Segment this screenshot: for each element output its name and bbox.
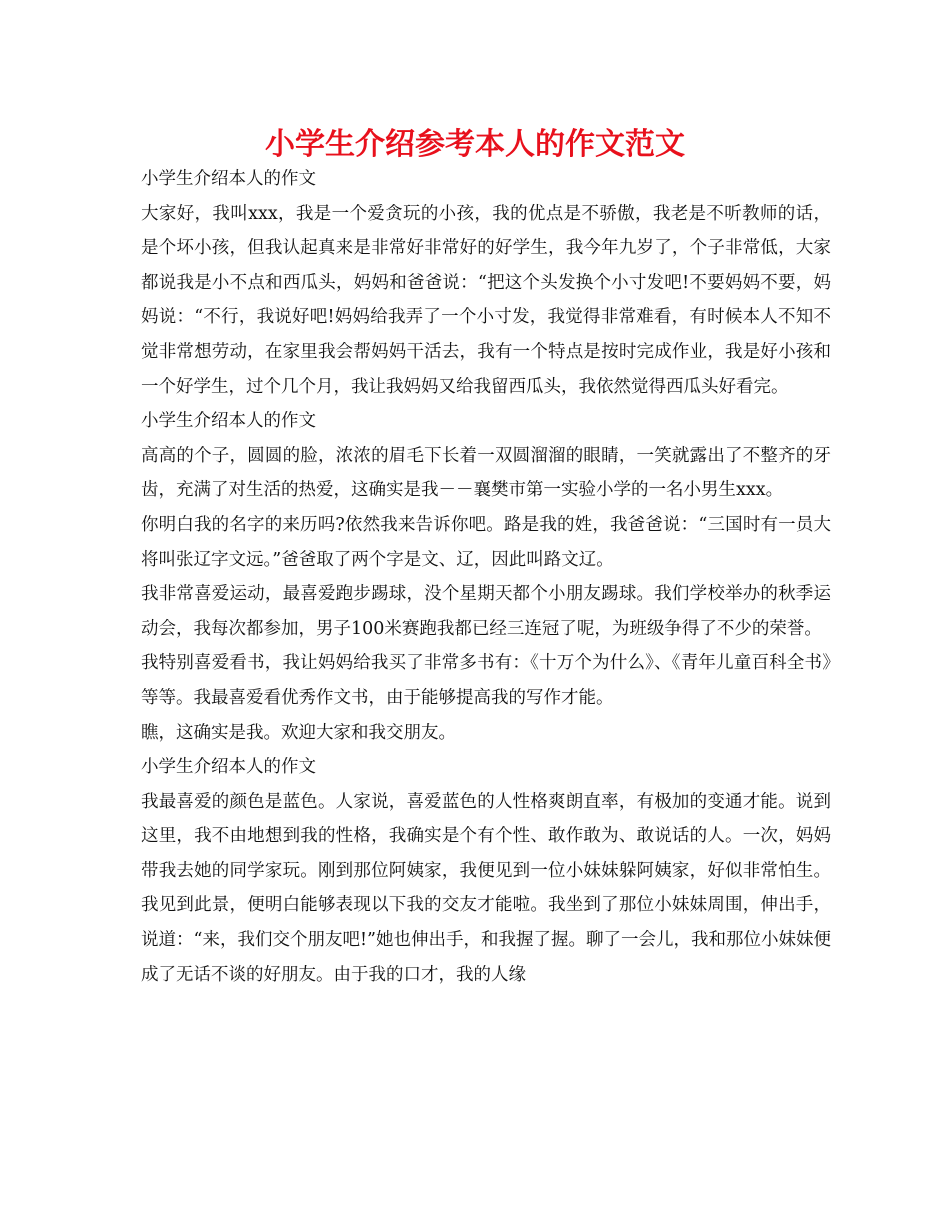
body-paragraph: 大家好，我叫xxx，我是一个爱贪玩的小孩，我的优点是不骄傲，我老是不听教师的话，是个坏小孩，但我认起真来是非常好非常好的好学生，我今年九岁了，个子非常低，大家都说我是小不点和西瓜头，妈妈和爸爸说：“把这个头发换个小寸发吧!不要妈妈不要，妈妈说：“不行，我说好吧!妈妈给我弄了一个小寸发，我觉得非常难看，有时候本人不知不觉非常想劳动，在家里我会帮妈妈干活去，我有一个特点是按时完成作业，我是好小孩和一个好学生，过个几个月，我让我妈妈又给我留西瓜头，我依然觉得西瓜头好看完。 [141, 203, 831, 397]
body-paragraph: 我特别喜爱看书，我让妈妈给我买了非常多书有：《十万个为什么》、《青年儿童百科全书》等等。我最喜爱看优秀作文书，由于能够提高我的写作才能。 [141, 653, 831, 708]
document-title: 小学生介绍参考本人的作文范文 [265, 127, 685, 162]
body-paragraph: 我非常喜爱运动，最喜爱跑步踢球，没个星期天都个小朋友踢球。我们学校举办的秋季运动会，我每次都参加，男子100米赛跑我都已经三连冠了呢，为班级争得了不少的荣誉。 [141, 584, 831, 639]
section-heading: 小学生介绍本人的作文 [141, 757, 316, 778]
section-heading: 小学生介绍本人的作文 [141, 169, 316, 189]
body-paragraph: 高高的个子，圆圆的脸，浓浓的眉毛下长着一双圆溜溜的眼睛，一笑就露出了不整齐的牙齿，充满了对生活的热爱，这确实是我－－襄樊市第一实验小学的一名小男生xxx。 [141, 445, 831, 501]
body-paragraph: 你明白我的名字的来历吗?依然我来告诉你吧。路是我的姓，我爸爸说：“三国时有一员大将叫张辽字文远。”爸爸取了两个字是文、辽，因此叫路文辽。 [141, 514, 831, 570]
body-paragraph: 瞧，这确实是我。欢迎大家和我交朋友。 [141, 722, 456, 743]
section-heading: 小学生介绍本人的作文 [141, 411, 316, 432]
body-paragraph: 我最喜爱的颜色是蓝色。人家说，喜爱蓝色的人性格爽朗直率，有极加的变通才能。说到这里，我不由地想到我的性格，我确实是个有个性、敢作敢为、敢说话的人。一次，妈妈带我去她的同学家玩。刚到那位阿姨家，我便见到一位小妹妹躲阿姨家，好似非常怕生。我见到此景，便明白能够表现以下我的交友才能啦。我坐到了那位小妹妹周围，伸出手，说道：“来，我们交个朋友吧!”她也伸出手，和我握了握。聊了一会儿，我和那位小妹妹便成了无话不谈的好朋友。由于我的口才，我的人缘 [141, 791, 831, 985]
document-body [141, 162, 831, 992]
